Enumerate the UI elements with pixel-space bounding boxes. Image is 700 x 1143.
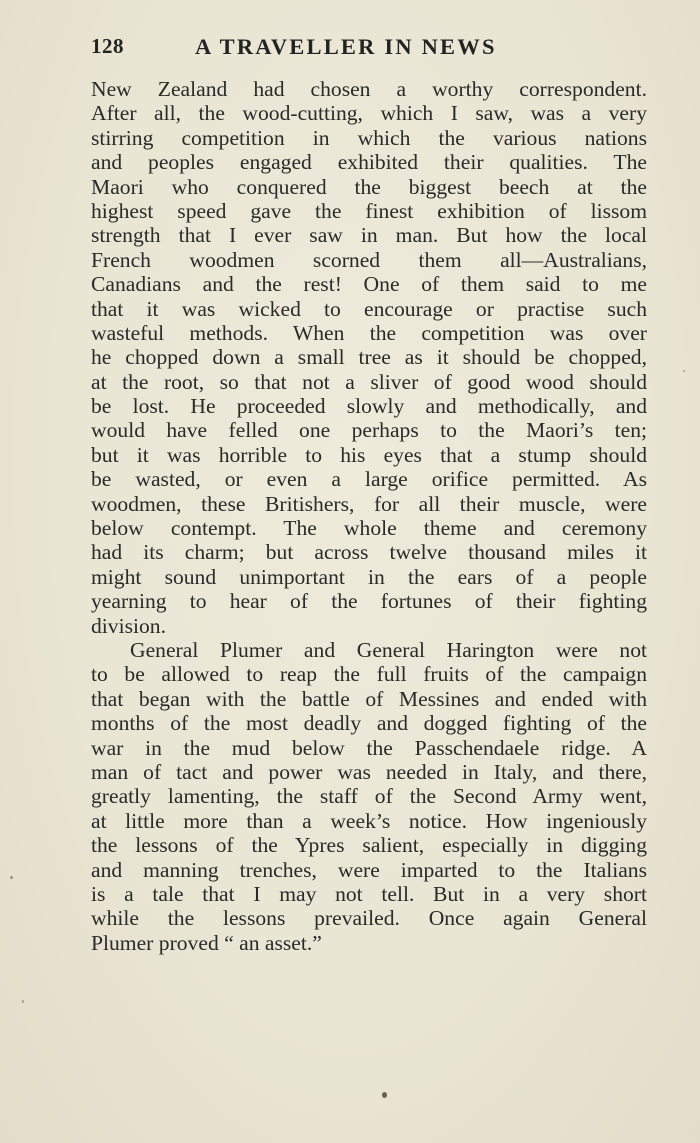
text-line: be lost. He proceeded slowly and methodically, and	[91, 394, 647, 419]
text-line: New Zealand had chosen a worthy correspondent.	[91, 77, 647, 101]
text-line: be wasted, or even a large orifice permitted. As	[91, 467, 647, 492]
text-line: the lessons of the Ypres salient, especially in digging	[91, 833, 647, 858]
text-line: had its charm; but across twelve thousand miles it	[91, 540, 647, 565]
text-line: might sound unimportant in the ears of a people	[91, 564, 647, 589]
text-line: below contempt. The whole theme and ceremony	[91, 516, 647, 541]
page-header	[91, 34, 647, 60]
text-line: is a tale that I may not tell. But in a very short	[91, 881, 647, 906]
text-line: French woodmen scorned them all—Australians,	[91, 247, 647, 272]
text-line: that began with the battle of Messines and ended with	[91, 686, 647, 711]
text-line: highest speed gave the finest exhibition of lissom	[91, 198, 647, 223]
text-line: at little more than a week’s notice. How ingeniously	[91, 808, 647, 833]
text-line: Canadians and the rest! One of them said to me	[91, 272, 647, 297]
print-speck	[10, 876, 13, 879]
text-line: yearning to hear of the fortunes of their fighting	[91, 589, 647, 614]
text-line: and manning trenches, were imparted to the Italians	[91, 857, 647, 882]
text-line: wasteful methods. When the competition was over	[91, 320, 647, 345]
text-line: woodmen, these Britishers, for all their muscle, were	[91, 491, 647, 516]
text-line: General Plumer and General Harington were not	[130, 637, 647, 662]
text-line: Plumer proved “ an asset.”	[91, 930, 322, 955]
text-line: he chopped down a small tree as it should be chopped,	[91, 345, 647, 370]
paragraph-1	[91, 77, 647, 638]
text-line: After all, the wood-cutting, which I saw, was a very	[91, 101, 647, 126]
text-line: to be allowed to reap the full fruits of the campaign	[91, 662, 647, 687]
text-line: strength that I ever saw in man. But how the local	[91, 223, 647, 248]
paragraph-2	[91, 638, 647, 955]
text-line: war in the mud below the Passchendaele ridge. A	[91, 735, 647, 760]
print-speck	[382, 1092, 387, 1098]
text-line: greatly lamenting, the staff of the Second Army went,	[91, 784, 647, 809]
text-line: months of the most deadly and dogged fighting of the	[91, 711, 647, 736]
text-line: man of tact and power was needed in Italy, and there,	[91, 759, 647, 784]
text-line: but it was horrible to his eyes that a stump should	[91, 442, 647, 467]
text-line: while the lessons prevailed. Once again General	[91, 906, 647, 931]
running-title: A TRAVELLER IN NEWS	[195, 34, 497, 59]
print-speck	[683, 370, 685, 372]
text-line: and peoples engaged exhibited their qualities. The	[91, 150, 647, 175]
body-text	[91, 77, 647, 955]
text-line: stirring competition in which the various nations	[91, 125, 647, 150]
text-line: Maori who conquered the biggest beech at the	[91, 174, 647, 199]
print-speck	[22, 1000, 24, 1003]
text-line: division.	[91, 613, 166, 638]
page-number: 128	[91, 34, 124, 58]
text-line: at the root, so that not a sliver of good wood should	[91, 369, 647, 394]
text-line: would have felled one perhaps to the Maori’s ten;	[91, 418, 647, 443]
text-line: that it was wicked to encourage or practise such	[91, 296, 647, 321]
